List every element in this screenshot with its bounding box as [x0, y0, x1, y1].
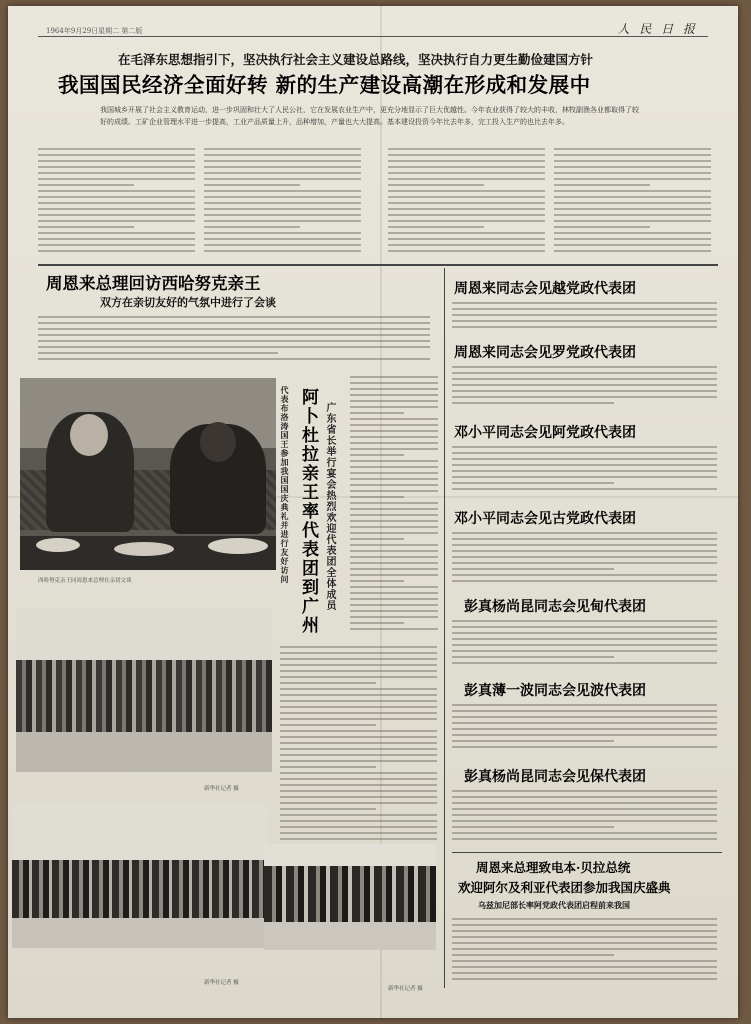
text-line — [452, 936, 717, 938]
text-line — [452, 326, 717, 328]
text-line — [388, 172, 545, 174]
text-line — [38, 340, 430, 342]
text-line — [38, 250, 195, 252]
text-line — [388, 208, 545, 210]
text-line — [204, 250, 361, 252]
text-line — [350, 622, 404, 624]
right-body-2 — [452, 366, 722, 412]
text-line — [350, 616, 438, 618]
text-line — [204, 238, 361, 240]
text-line — [204, 148, 361, 150]
photo-1-caption: 西哈努克亲王同周恩来总理在亲切交谈 — [38, 578, 132, 584]
text-line — [38, 160, 195, 162]
text-line — [452, 954, 614, 956]
text-line — [38, 316, 430, 318]
text-line — [280, 784, 437, 786]
text-line — [452, 446, 717, 448]
text-line — [452, 796, 717, 798]
text-line — [452, 644, 717, 646]
right-headline-4: 邓小平同志会见古党政代表团 — [454, 511, 636, 527]
text-line — [554, 250, 711, 252]
text-line — [350, 574, 438, 576]
text-line — [452, 574, 717, 576]
newspaper-page — [8, 6, 738, 1018]
text-line — [452, 966, 717, 968]
text-line — [204, 202, 361, 204]
text-line — [350, 376, 438, 378]
text-line — [452, 488, 717, 490]
lead-kicker: 在毛泽东思想指引下，坚决执行社会主义建设总路线，坚决执行自力更生勤俭建国方针 — [118, 52, 594, 67]
text-line — [280, 736, 437, 738]
text-line — [204, 166, 361, 168]
lead-body-column-1 — [38, 148, 198, 256]
text-line — [350, 580, 404, 582]
text-line — [280, 838, 437, 840]
text-line — [350, 544, 438, 546]
text-line — [452, 918, 717, 920]
photo-airport-group — [12, 804, 268, 948]
text-line — [350, 436, 438, 438]
text-line — [280, 820, 437, 822]
text-line — [280, 760, 437, 762]
text-line — [280, 808, 376, 810]
text-line — [38, 346, 430, 348]
telegram-body — [452, 918, 722, 988]
text-line — [452, 746, 717, 748]
telegram-subhead: 乌兹加尼部长率阿党政代表团启程前来我国 — [478, 900, 630, 910]
text-line — [38, 166, 195, 168]
text-line — [452, 568, 614, 570]
text-line — [554, 202, 711, 204]
text-line — [204, 232, 361, 234]
text-line — [452, 378, 717, 380]
text-line — [350, 586, 438, 588]
text-line — [350, 424, 438, 426]
text-line — [350, 592, 438, 594]
right-body-5 — [452, 620, 722, 670]
text-line — [38, 178, 195, 180]
text-line — [554, 178, 711, 180]
text-line — [350, 388, 438, 390]
text-line — [554, 196, 711, 198]
abdul-headline: 阿卜杜拉亲王率代表团到广州 — [298, 388, 318, 635]
lead-headline: 我国国民经济全面好转 新的生产建设高潮在形成和发展中 — [58, 73, 591, 97]
photo-2-caption: 新华社记者 摄 — [204, 786, 239, 792]
text-line — [350, 448, 438, 450]
text-line — [280, 742, 437, 744]
text-line — [350, 406, 438, 408]
text-line — [350, 604, 438, 606]
text-line — [38, 172, 195, 174]
text-line — [452, 550, 717, 552]
lead-body-column-2 — [204, 148, 364, 256]
text-line — [350, 508, 438, 510]
text-line — [554, 154, 711, 156]
text-line — [388, 154, 545, 156]
text-line — [554, 238, 711, 240]
text-line — [388, 184, 484, 186]
text-line — [280, 796, 437, 798]
text-line — [452, 820, 717, 822]
text-line — [388, 190, 545, 192]
lead-summary: 我国城乡开展了社会主义教育运动，进一步巩固和壮大了人民公社，它在发展农业生产中，更充分地显示了巨大优越性。今年农业获得了较大的丰收，林牧副渔各业都取得了较好的成绩。工矿企业管理水平进一步提高，工业产品质量上升，品种增加，产量也大大提高。基本建设投资今年比去年多，完工投入生产的也比去年多。 — [100, 106, 639, 126]
text-line — [280, 790, 437, 792]
text-line — [388, 226, 484, 228]
text-line — [554, 220, 711, 222]
text-line — [388, 196, 545, 198]
text-line — [38, 226, 134, 228]
text-line — [452, 960, 717, 962]
right-headline-2: 周恩来同志会见罗党政代表团 — [454, 345, 636, 361]
section-rule — [38, 264, 718, 266]
text-line — [350, 382, 438, 384]
text-line — [350, 430, 438, 432]
text-line — [452, 662, 717, 664]
text-line — [350, 418, 438, 420]
text-line — [204, 154, 361, 156]
text-line — [204, 244, 361, 246]
text-line — [452, 638, 717, 640]
text-line — [452, 314, 717, 316]
photo-welcome-crowd — [16, 608, 272, 772]
text-line — [204, 226, 300, 228]
photo-4-caption: 新华社记者 摄 — [388, 986, 423, 992]
text-line — [452, 464, 717, 466]
right-headline-7: 彭真杨尚昆同志会见保代表团 — [464, 769, 646, 785]
text-line — [452, 452, 717, 454]
text-line — [388, 250, 545, 252]
text-line — [554, 226, 650, 228]
text-line — [452, 308, 717, 310]
text-line — [350, 472, 438, 474]
right-headline-6: 彭真薄一波同志会见波代表团 — [464, 683, 646, 699]
text-line — [388, 166, 545, 168]
text-line — [452, 728, 717, 730]
text-line — [452, 740, 614, 742]
text-line — [350, 442, 438, 444]
text-line — [204, 208, 361, 210]
text-line — [280, 646, 437, 648]
text-line — [204, 190, 361, 192]
text-line — [280, 688, 437, 690]
text-line — [204, 196, 361, 198]
text-line — [452, 704, 717, 706]
text-line — [38, 214, 195, 216]
text-line — [388, 244, 545, 246]
text-line — [452, 458, 717, 460]
text-line — [452, 482, 614, 484]
text-line — [452, 978, 717, 980]
text-line — [280, 718, 437, 720]
text-line — [350, 538, 404, 540]
text-line — [452, 942, 717, 944]
text-line — [204, 184, 300, 186]
text-line — [280, 706, 437, 708]
zhou-visit-body — [38, 316, 438, 368]
text-line — [38, 190, 195, 192]
text-line — [388, 202, 545, 204]
text-line — [350, 568, 438, 570]
text-line — [38, 328, 430, 330]
text-line — [350, 490, 438, 492]
text-line — [452, 716, 717, 718]
text-line — [38, 208, 195, 210]
text-line — [280, 814, 437, 816]
text-line — [452, 556, 717, 558]
text-line — [452, 562, 717, 564]
text-line — [350, 394, 438, 396]
text-line — [350, 466, 438, 468]
text-line — [280, 832, 437, 834]
text-line — [350, 454, 404, 456]
text-line — [452, 320, 717, 322]
right-body-1 — [452, 302, 722, 332]
text-line — [388, 178, 545, 180]
text-line — [38, 232, 195, 234]
text-line — [38, 196, 195, 198]
text-line — [350, 502, 438, 504]
text-line — [554, 184, 650, 186]
text-line — [38, 154, 195, 156]
right-body-3 — [452, 446, 722, 496]
telegram-headline: 周恩来总理致电本·贝拉总统 — [476, 860, 631, 875]
text-line — [204, 214, 361, 216]
telegram-rule — [452, 852, 722, 853]
text-line — [280, 766, 376, 768]
text-line — [452, 790, 717, 792]
text-line — [280, 748, 437, 750]
photo-3-caption: 新华社记者 摄 — [204, 980, 239, 986]
text-line — [452, 470, 717, 472]
text-line — [388, 238, 545, 240]
text-line — [280, 772, 437, 774]
text-line — [452, 620, 717, 622]
text-line — [350, 550, 438, 552]
text-line — [452, 802, 717, 804]
text-line — [452, 626, 717, 628]
text-line — [388, 220, 545, 222]
text-line — [204, 160, 361, 162]
text-line — [350, 460, 438, 462]
text-line — [388, 160, 545, 162]
zhou-visit-subhead: 双方在亲切友好的气氛中进行了会谈 — [100, 296, 276, 309]
text-line — [452, 632, 717, 634]
text-line — [452, 710, 717, 712]
text-line — [38, 238, 195, 240]
text-line — [452, 734, 717, 736]
text-line — [350, 598, 438, 600]
text-line — [452, 532, 717, 534]
text-line — [452, 924, 717, 926]
text-line — [204, 220, 361, 222]
text-line — [280, 826, 437, 828]
text-line — [280, 694, 437, 696]
text-line — [350, 526, 438, 528]
text-line — [554, 232, 711, 234]
text-line — [452, 808, 717, 810]
text-line — [452, 476, 717, 478]
text-line — [38, 352, 278, 354]
text-line — [280, 754, 437, 756]
text-line — [554, 166, 711, 168]
text-line — [388, 148, 545, 150]
text-line — [280, 682, 376, 684]
text-line — [452, 302, 717, 304]
text-line — [452, 372, 717, 374]
text-line — [280, 658, 437, 660]
text-line — [38, 358, 430, 360]
right-body-4 — [452, 532, 722, 586]
text-line — [388, 214, 545, 216]
text-line — [350, 484, 438, 486]
abdul-body-lower — [280, 646, 440, 846]
right-body-7 — [452, 790, 722, 846]
text-line — [350, 412, 404, 414]
text-line — [350, 514, 438, 516]
text-line — [554, 148, 711, 150]
text-line — [350, 610, 438, 612]
text-line — [452, 396, 717, 398]
text-line — [280, 652, 437, 654]
right-headline-1: 周恩来同志会见越党政代表团 — [454, 281, 636, 297]
paper-name: 人 民 日 报 — [617, 22, 698, 36]
text-line — [38, 220, 195, 222]
text-line — [280, 700, 437, 702]
text-line — [350, 496, 404, 498]
text-line — [554, 208, 711, 210]
text-line — [204, 172, 361, 174]
abdul-subhead: 广东省长举行宴会热烈欢迎代表团全体成员 — [324, 402, 335, 611]
column-rule — [444, 268, 445, 988]
text-line — [280, 802, 437, 804]
text-line — [38, 202, 195, 204]
text-line — [204, 178, 361, 180]
text-line — [280, 664, 437, 666]
text-line — [452, 538, 717, 540]
text-line — [452, 650, 717, 652]
right-body-6 — [452, 704, 722, 754]
text-line — [452, 826, 614, 828]
text-line — [350, 478, 438, 480]
text-line — [452, 402, 614, 404]
text-line — [554, 244, 711, 246]
text-line — [554, 172, 711, 174]
text-line — [452, 972, 717, 974]
zhou-visit-headline: 周恩来总理回访西哈努克亲王 — [46, 274, 261, 293]
telegram-headline-2: 欢迎阿尔及利亚代表团参加我国庆盛典 — [458, 880, 671, 895]
text-line — [452, 366, 717, 368]
abdul-body-upper — [350, 376, 440, 636]
text-line — [554, 160, 711, 162]
abdul-side-note: 代表布洛涛国王参加我国国庆典礼并进行友好访问 — [280, 386, 290, 584]
lead-body-column-4 — [554, 148, 714, 256]
lead-body-column-3 — [388, 148, 548, 256]
right-headline-5: 彭真杨尚昆同志会见甸代表团 — [464, 599, 646, 615]
text-line — [38, 148, 195, 150]
text-line — [452, 384, 717, 386]
text-line — [452, 814, 717, 816]
date-line: 1964年9月29日星期二 第二版 — [46, 27, 143, 35]
text-line — [388, 232, 545, 234]
text-line — [350, 556, 438, 558]
text-line — [280, 712, 437, 714]
text-line — [452, 930, 717, 932]
photo-leaders-seated — [20, 378, 276, 570]
text-line — [280, 676, 437, 678]
text-line — [38, 184, 134, 186]
text-line — [452, 580, 717, 582]
text-line — [452, 948, 717, 950]
text-line — [554, 190, 711, 192]
text-line — [350, 562, 438, 564]
text-line — [38, 244, 195, 246]
text-line — [452, 838, 717, 840]
text-line — [452, 390, 717, 392]
text-line — [350, 400, 438, 402]
text-line — [38, 334, 430, 336]
text-line — [280, 724, 376, 726]
text-line — [38, 322, 430, 324]
text-line — [452, 544, 717, 546]
masthead-rule — [38, 36, 708, 37]
text-line — [350, 628, 438, 630]
text-line — [280, 670, 437, 672]
text-line — [350, 532, 438, 534]
text-line — [554, 214, 711, 216]
text-line — [452, 656, 614, 658]
text-line — [452, 832, 717, 834]
text-line — [280, 778, 437, 780]
photo-procession — [264, 844, 436, 950]
text-line — [350, 520, 438, 522]
right-headline-3: 邓小平同志会见阿党政代表团 — [454, 425, 636, 441]
text-line — [452, 722, 717, 724]
text-line — [280, 730, 437, 732]
